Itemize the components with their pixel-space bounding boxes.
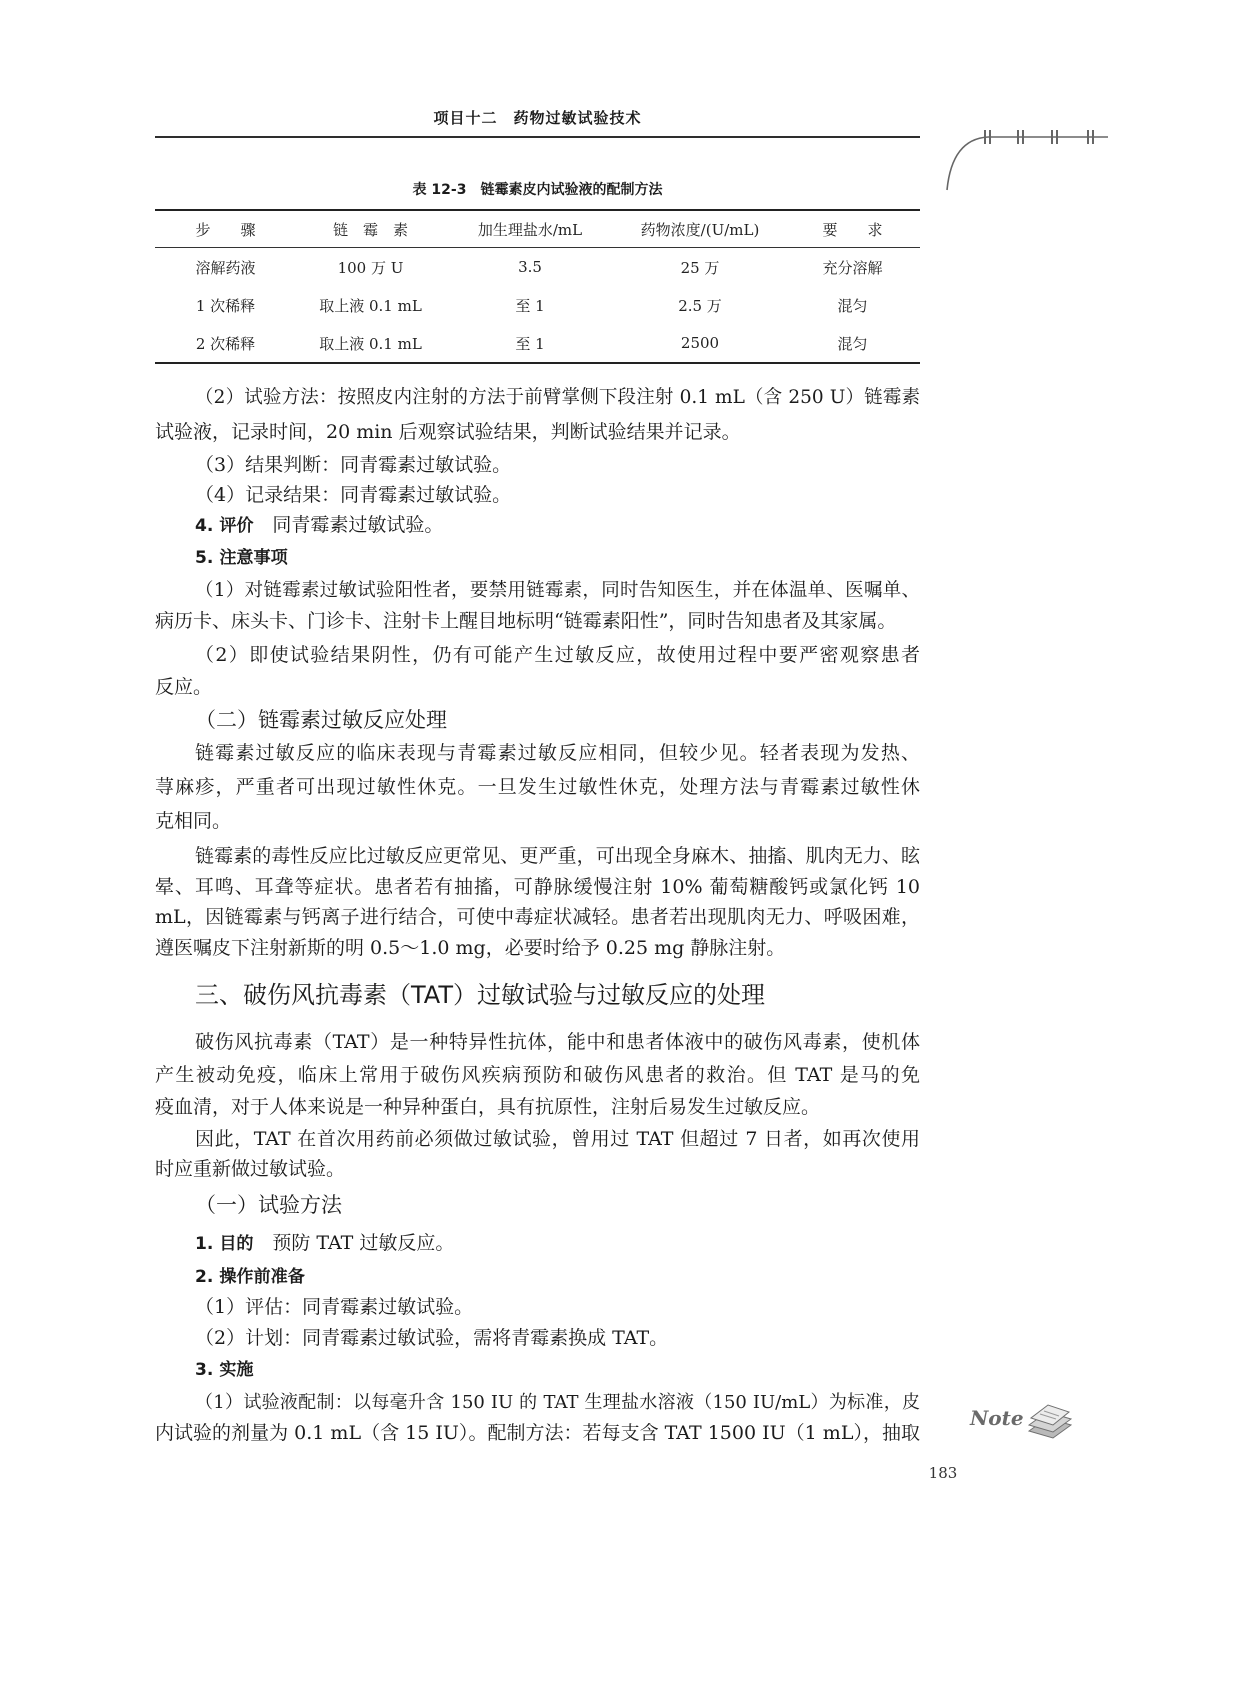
- step-label: 1. 目的: [195, 1234, 254, 1254]
- paragraph-line: 内试验的剂量为 0.1 mL（含 15 IU）。配制方法：若每支含 TAT 1500 IU（1 mL），抽取: [155, 1421, 920, 1444]
- table-cell: 100 万 U: [337, 258, 404, 277]
- section-heading: [155, 704, 920, 736]
- table-header-row: [155, 210, 920, 248]
- table-cell: 充分溶解: [822, 258, 883, 277]
- implementation-item: [155, 1387, 920, 1449]
- paragraph-line: mL，因链霉素与钙离子进行结合，可使中毒症状减轻。患者若出现肌肉无力、呼吸困难，: [155, 906, 920, 928]
- paragraph-line: 疫血清，对于人体来说是一种异种蛋白，具有抗原性，注射后易发生过敏反应。: [155, 1096, 821, 1118]
- table-header-cell: 步 骤: [155, 210, 296, 248]
- table-cell: 至 1: [515, 334, 545, 353]
- paragraph-line: [155, 1227, 920, 1260]
- preparation-table: [155, 209, 920, 364]
- section-heading: [155, 975, 920, 1015]
- table-header-cell: 链 霉 素: [296, 210, 445, 248]
- paragraph-line: 试验液，记录时间，20 min 后观察试验结果，判断试验结果并记录。: [155, 421, 741, 443]
- subsection-title: （一）试验方法: [195, 1193, 342, 1217]
- table-row: [155, 286, 920, 324]
- body-paragraph: [155, 1124, 920, 1184]
- body-paragraph: [155, 1026, 920, 1124]
- paragraph-line: 链霉素的毒性反应比过敏反应更常见、更严重，可出现全身麻木、抽搐、肌肉无力、眩: [195, 845, 920, 867]
- table-cell: 25 万: [680, 258, 720, 277]
- implementation-heading: [155, 1353, 920, 1386]
- paragraph-line: 病历卡、床头卡、门诊卡、注射卡上醒目地标明“链霉素阳性”，同时告知患者及其家属。: [155, 609, 897, 632]
- evaluation-paragraph: [155, 509, 920, 542]
- paragraph-line: 克相同。: [155, 810, 232, 832]
- table-row: [155, 324, 920, 363]
- precautions-heading: [155, 541, 920, 574]
- paper-stack-icon: [1026, 1400, 1074, 1442]
- table-cell: 1 次稀释: [195, 296, 256, 315]
- paragraph-line: （2）即使试验结果阴性，仍有可能产生过敏反应，故使用过程中要严密观察患者: [195, 644, 920, 666]
- test-method-paragraph: [155, 381, 920, 449]
- step-text: 同青霉素过敏试验。: [272, 514, 444, 536]
- preparation-item: [155, 1291, 920, 1323]
- paragraph-line: （3）结果判断：同青霉素过敏试验。: [195, 454, 512, 476]
- paragraph-line: 反应。: [155, 676, 213, 698]
- table-cell: 至 1: [515, 296, 545, 315]
- step-text: 预防 TAT 过敏反应。: [272, 1232, 455, 1254]
- body-paragraph: [155, 841, 920, 963]
- preparation-heading: [155, 1260, 920, 1293]
- table-cell: 2.5 万: [678, 296, 722, 315]
- note-logo-text: Note: [970, 1406, 1024, 1430]
- paragraph-line: [155, 1260, 920, 1293]
- body-paragraph: [155, 736, 920, 838]
- table-cell: 3.5: [518, 258, 542, 276]
- section-heading: [155, 1189, 920, 1221]
- running-head: 项目十二 药物过敏试验技术: [433, 109, 642, 127]
- paragraph-line: 破伤风抗毒素（TAT）是一种特异性抗体，能中和患者体液中的破伤风毒素，使机体: [195, 1031, 920, 1053]
- paragraph-line: （2）计划：同青霉素过敏试验，需将青霉素换成 TAT。: [195, 1327, 669, 1349]
- step-label: 5. 注意事项: [195, 548, 288, 568]
- note-logo: [970, 1398, 1080, 1446]
- record-paragraph: [155, 479, 920, 511]
- table-row: [155, 248, 920, 287]
- paragraph-line: 产生被动免疫，临床上常用于破伤风疾病预防和破伤风患者的救治。但 TAT 是马的免: [155, 1063, 920, 1086]
- table-cell: 取上液 0.1 mL: [319, 334, 422, 353]
- purpose-paragraph: [155, 1227, 920, 1260]
- paragraph-line: 链霉素过敏反应的临床表现与青霉素过敏反应相同，但较少见。轻者表现为发热、: [195, 742, 920, 764]
- page-number: 183: [928, 1464, 958, 1482]
- step-label: 3. 实施: [195, 1360, 254, 1380]
- header-rule: [155, 136, 920, 138]
- paragraph-line: （4）记录结果：同青霉素过敏试验。: [195, 484, 512, 506]
- table-header-cell: 药物浓度/(U/mL): [615, 210, 785, 248]
- paragraph-line: （1）评估：同青霉素过敏试验。: [195, 1296, 474, 1318]
- section-title: 三、破伤风抗毒素（TAT）过敏试验与过敏反应的处理: [195, 981, 766, 1009]
- paragraph-line: [155, 541, 920, 574]
- paragraph-line: （1）对链霉素过敏试验阳性者，要禁用链霉素，同时告知医生，并在体温单、医嘱单、: [195, 579, 920, 601]
- precaution-item: [155, 639, 920, 703]
- step-label: 4. 评价: [195, 516, 254, 536]
- table-header-cell: 加生理盐水/mL: [445, 210, 615, 248]
- paragraph-line: 晕、耳鸣、耳聋等症状。患者若有抽搐，可静脉缓慢注射 10% 葡萄糖酸钙或氯化钙 10: [155, 875, 920, 898]
- margin-ornament: [930, 120, 1115, 195]
- paragraph-line: 因此，TAT 在首次用药前必须做过敏试验，曾用过 TAT 但超过 7 日者，如再次使用: [195, 1128, 920, 1150]
- table-cell: 溶解药液: [195, 258, 256, 277]
- preparation-item: [155, 1322, 920, 1354]
- paragraph-line: 时应重新做过敏试验。: [155, 1158, 346, 1180]
- table-cell: 2500: [680, 334, 720, 352]
- paragraph-line: [155, 1353, 920, 1386]
- table-cell: 混匀: [837, 296, 868, 315]
- paragraph-line: （1）试验液配制：以每毫升含 150 IU 的 TAT 生理盐水溶液（150 IU/mL）为标准，皮: [195, 1391, 920, 1413]
- judgement-paragraph: [155, 449, 920, 481]
- table-cell: 混匀: [837, 334, 868, 353]
- table-cell: 2 次稀释: [195, 334, 256, 353]
- step-label: 2. 操作前准备: [195, 1267, 305, 1287]
- table-cell: 取上液 0.1 mL: [319, 296, 422, 315]
- subsection-title: （二）链霉素过敏反应处理: [195, 708, 447, 732]
- paragraph-line: 荨麻疹，严重者可出现过敏性休克。一旦发生过敏性休克，处理方法与青霉素过敏性休: [155, 776, 920, 798]
- precaution-item: [155, 575, 920, 637]
- paragraph-line: （2）试验方法：按照皮内注射的方法于前臂掌侧下段注射 0.1 mL（含 250 U）链霉素: [195, 387, 920, 408]
- table-header-cell: 要 求: [785, 210, 920, 248]
- paragraph-line: [155, 509, 920, 542]
- paragraph-line: 遵医嘱皮下注射新斯的明 0.5～1.0 mg，必要时给予 0.25 mg 静脉注射。: [155, 936, 786, 959]
- table-caption: 表 12-3 链霉素皮内试验液的配制方法: [412, 182, 663, 198]
